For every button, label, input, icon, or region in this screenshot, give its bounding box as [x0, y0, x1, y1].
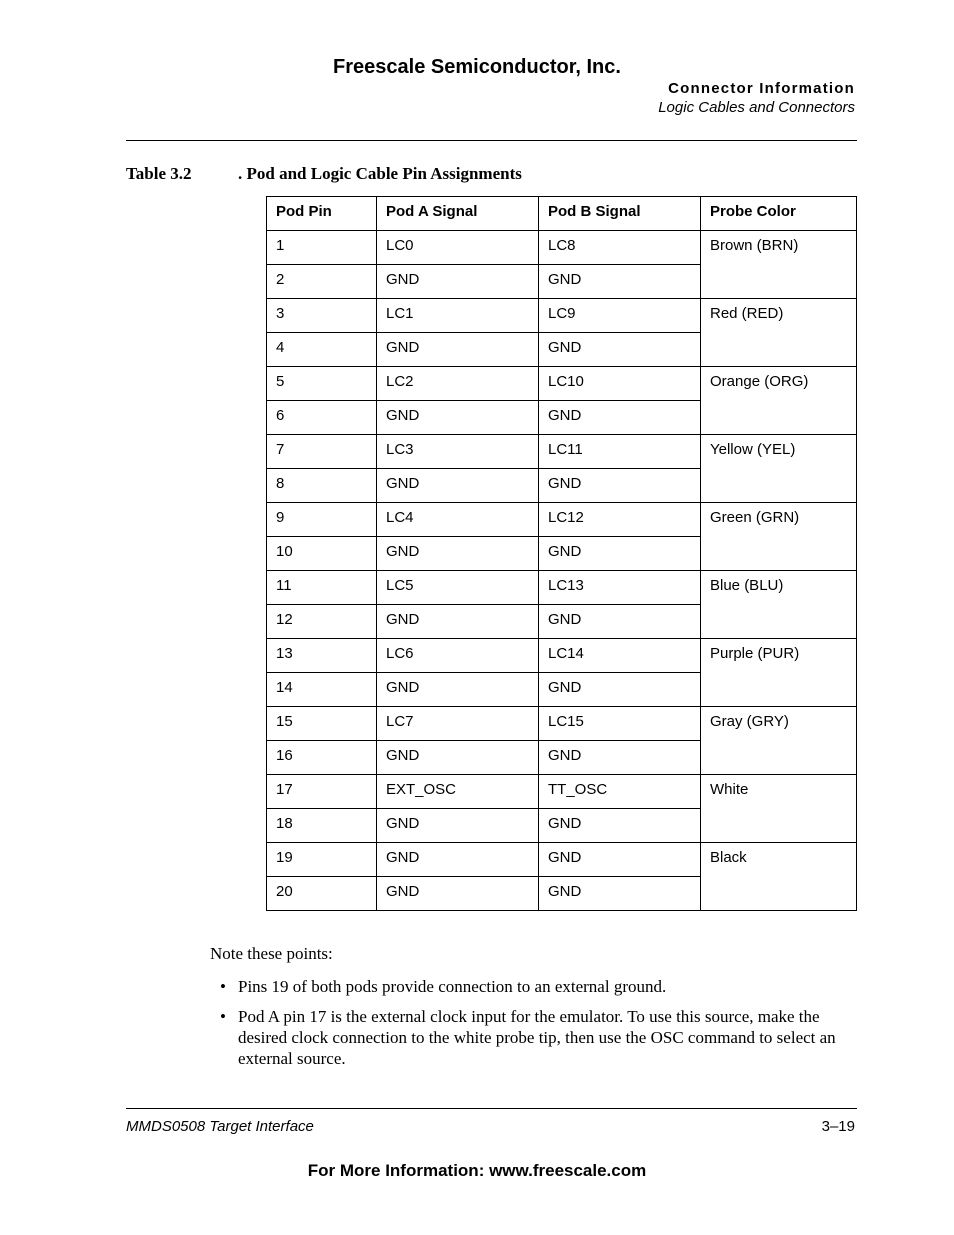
table-row: [267, 707, 857, 741]
pod-b-cell: LC12: [539, 503, 701, 537]
probe-color-cell: Yellow (YEL): [701, 435, 857, 503]
pin-cell: 6: [267, 401, 377, 435]
pod-b-cell: LC9: [539, 299, 701, 333]
bullet-icon: •: [220, 977, 226, 996]
probe-color-cell: Blue (BLU): [701, 571, 857, 639]
table-caption: [126, 164, 522, 184]
pod-a-cell: GND: [377, 843, 539, 877]
company-name: Freescale Semiconductor, Inc.: [333, 56, 621, 78]
pod-a-cell: GND: [377, 605, 539, 639]
pin-cell: 12: [267, 605, 377, 639]
pod-b-cell: LC11: [539, 435, 701, 469]
footer-rule: [126, 1108, 857, 1109]
pin-assignment-table: [266, 196, 857, 911]
pin-cell: 5: [267, 367, 377, 401]
notes-intro: Note these points:: [210, 944, 333, 963]
note-item: [220, 1006, 860, 1069]
header-rule: [126, 140, 857, 141]
pin-cell: 4: [267, 333, 377, 367]
note-text: Pins 19 of both pods provide connection to an external ground.: [238, 977, 667, 996]
pod-a-cell: GND: [377, 401, 539, 435]
header-pod-b-signal: Pod B Signal: [539, 197, 701, 231]
table-row: [267, 367, 857, 401]
pod-b-cell: GND: [539, 741, 701, 775]
note-text: Pod A pin 17 is the external clock input for the emulator. To use this source, make the desired clock connection to the white probe tip, then use the OSC command to select an external source.: [238, 1007, 836, 1068]
pin-cell: 13: [267, 639, 377, 673]
header-pod-a-signal: Pod A Signal: [377, 197, 539, 231]
pod-a-cell: EXT_OSC: [377, 775, 539, 809]
probe-color-cell: Green (GRN): [701, 503, 857, 571]
pod-b-cell: GND: [539, 469, 701, 503]
pin-cell: 19: [267, 843, 377, 877]
table-caption-number: Table 3.2: [126, 164, 192, 183]
pod-a-cell: LC4: [377, 503, 539, 537]
probe-color-cell: White: [701, 775, 857, 843]
probe-color-cell: Gray (GRY): [701, 707, 857, 775]
table-row: [267, 299, 857, 333]
table-caption-title: . Pod and Logic Cable Pin Assignments: [238, 164, 522, 183]
pin-cell: 18: [267, 809, 377, 843]
pod-a-cell: GND: [377, 333, 539, 367]
pod-b-cell: LC8: [539, 231, 701, 265]
pod-b-cell: GND: [539, 401, 701, 435]
pod-a-cell: LC3: [377, 435, 539, 469]
probe-color-cell: Orange (ORG): [701, 367, 857, 435]
pod-a-cell: GND: [377, 537, 539, 571]
probe-color-cell: Red (RED): [701, 299, 857, 367]
pod-b-cell: LC13: [539, 571, 701, 605]
pod-b-cell: GND: [539, 265, 701, 299]
pin-cell: 3: [267, 299, 377, 333]
header-pod-pin: Pod Pin: [267, 197, 377, 231]
pod-b-cell: GND: [539, 877, 701, 911]
pin-cell: 2: [267, 265, 377, 299]
pin-cell: 9: [267, 503, 377, 537]
pin-cell: 17: [267, 775, 377, 809]
pod-b-cell: GND: [539, 537, 701, 571]
pod-b-cell: LC14: [539, 639, 701, 673]
pod-b-cell: LC10: [539, 367, 701, 401]
table-row: [267, 775, 857, 809]
pin-cell: 16: [267, 741, 377, 775]
pod-a-cell: GND: [377, 877, 539, 911]
note-item: [220, 976, 860, 997]
pin-cell: 11: [267, 571, 377, 605]
probe-color-cell: Purple (PUR): [701, 639, 857, 707]
pod-a-cell: GND: [377, 469, 539, 503]
probe-color-cell: Brown (BRN): [701, 231, 857, 299]
pod-a-cell: LC5: [377, 571, 539, 605]
pod-b-cell: GND: [539, 605, 701, 639]
pin-cell: 1: [267, 231, 377, 265]
pod-b-cell: TT_OSC: [539, 775, 701, 809]
pod-a-cell: LC0: [377, 231, 539, 265]
table-row: [267, 435, 857, 469]
pod-a-cell: GND: [377, 265, 539, 299]
section-title: Connector Information: [668, 80, 855, 97]
pod-b-cell: GND: [539, 333, 701, 367]
footer-info-link[interactable]: For More Information: www.freescale.com: [307, 1161, 647, 1180]
pin-cell: 10: [267, 537, 377, 571]
pod-b-cell: GND: [539, 809, 701, 843]
pin-cell: 20: [267, 877, 377, 911]
probe-color-cell: Black: [701, 843, 857, 911]
header-probe-color: Probe Color: [701, 197, 857, 231]
pin-cell: 7: [267, 435, 377, 469]
table-row: [267, 571, 857, 605]
bullet-icon: •: [220, 1007, 226, 1026]
pod-a-cell: GND: [377, 741, 539, 775]
pod-a-cell: LC7: [377, 707, 539, 741]
pod-a-cell: GND: [377, 809, 539, 843]
footer-page-number: 3–19: [821, 1118, 855, 1135]
pod-a-cell: GND: [377, 673, 539, 707]
table-row: [267, 843, 857, 877]
pod-a-cell: LC1: [377, 299, 539, 333]
table-header-row: [267, 197, 857, 231]
pod-b-cell: LC15: [539, 707, 701, 741]
footer-doc-title: MMDS0508 Target Interface: [126, 1118, 314, 1135]
pod-a-cell: LC2: [377, 367, 539, 401]
table-row: [267, 231, 857, 265]
pod-b-cell: GND: [539, 843, 701, 877]
pod-b-cell: GND: [539, 673, 701, 707]
table-row: [267, 639, 857, 673]
pin-cell: 15: [267, 707, 377, 741]
table-row: [267, 503, 857, 537]
pod-a-cell: LC6: [377, 639, 539, 673]
pin-cell: 14: [267, 673, 377, 707]
pin-cell: 8: [267, 469, 377, 503]
subsection-title: Logic Cables and Connectors: [658, 99, 855, 116]
